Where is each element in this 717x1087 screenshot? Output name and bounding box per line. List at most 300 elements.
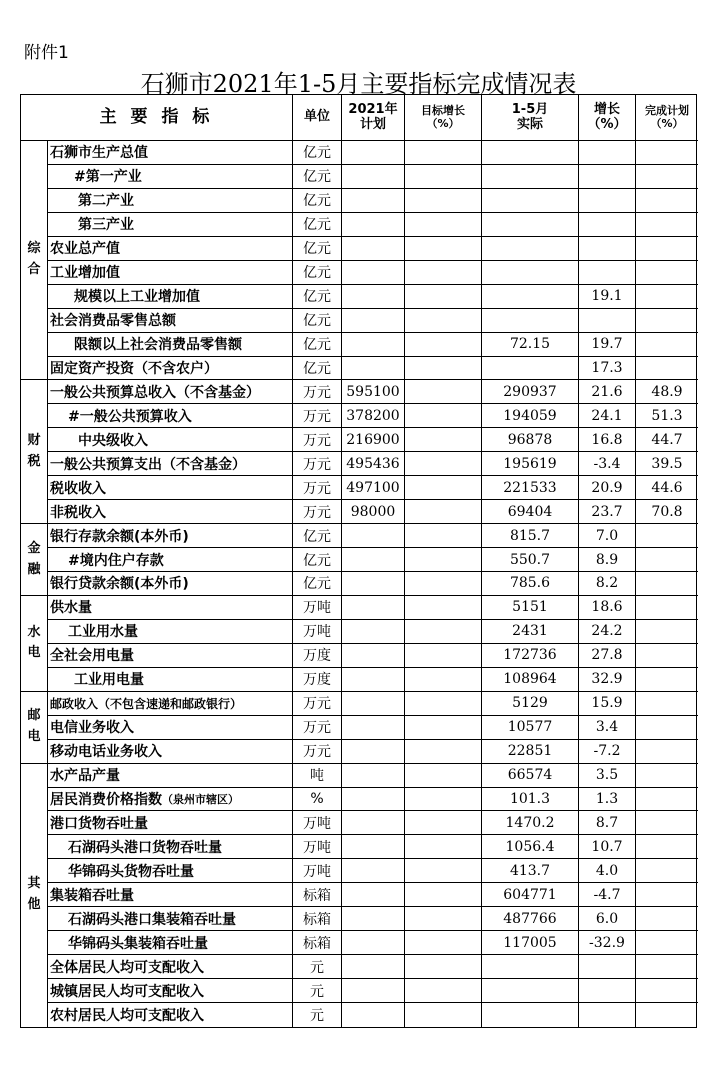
indicator-name: 税收收入 <box>50 480 106 497</box>
header-indicator-label: 主 要 指 标 <box>99 106 214 127</box>
target-growth-cell <box>405 333 482 357</box>
header-completion-line1: 完成计划 <box>645 103 689 117</box>
indicator-name-cell <box>48 261 293 285</box>
growth-cell-value: 17.3 <box>591 359 623 376</box>
target-growth-cell <box>405 692 482 716</box>
unit-cell-value: % <box>310 791 324 807</box>
completion-cell-value: 39.5 <box>651 455 683 472</box>
actual-cell <box>482 620 579 644</box>
plan-cell <box>342 883 405 907</box>
unit-cell <box>293 859 342 883</box>
completion-cell <box>636 285 698 309</box>
category-char: 财 <box>27 432 41 448</box>
plan-cell <box>342 788 405 812</box>
growth-cell <box>579 620 636 644</box>
growth-cell-value: 7.0 <box>595 527 619 544</box>
completion-cell <box>636 404 698 428</box>
indicator-name: 居民消费价格指数 <box>50 792 162 808</box>
completion-cell <box>636 524 698 548</box>
target-growth-cell <box>405 668 482 692</box>
unit-cell <box>293 141 342 165</box>
actual-cell <box>482 668 579 692</box>
unit-cell-value: 元 <box>310 983 324 1000</box>
growth-cell <box>579 931 636 955</box>
indicator-name: 邮政收入（不包含速递和邮政银行） <box>50 696 243 711</box>
completion-cell <box>636 692 698 716</box>
unit-cell <box>293 740 342 764</box>
unit-cell-value: 万元 <box>303 744 331 761</box>
unit-cell <box>293 500 342 524</box>
completion-cell <box>636 357 698 381</box>
target-growth-cell <box>405 835 482 859</box>
plan-cell-value: 595100 <box>346 383 400 400</box>
growth-cell <box>579 524 636 548</box>
actual-cell-value: 413.7 <box>509 862 551 879</box>
growth-cell <box>579 428 636 452</box>
header-growth-line1: 增长 <box>593 101 620 117</box>
actual-cell-value: 69404 <box>507 503 553 520</box>
category-water-power <box>21 596 48 692</box>
indicator-name: 供水量 <box>50 600 92 617</box>
growth-cell <box>579 692 636 716</box>
indicator-name: 全体居民人均可支配收入 <box>50 959 204 976</box>
plan-cell-value: 495436 <box>346 455 400 472</box>
actual-cell-value: 290937 <box>503 383 557 400</box>
target-growth-cell <box>405 261 482 285</box>
indicator-name-cell <box>48 788 293 812</box>
target-growth-cell <box>405 716 482 740</box>
unit-cell-value: 亿元 <box>303 169 331 186</box>
plan-cell <box>342 357 405 381</box>
growth-cell <box>579 811 636 835</box>
unit-cell <box>293 357 342 381</box>
unit-cell-value: 万元 <box>303 432 331 449</box>
indicator-name-cell <box>48 333 293 357</box>
unit-cell <box>293 572 342 596</box>
unit-cell <box>293 404 342 428</box>
actual-cell <box>482 788 579 812</box>
completion-cell-value: 51.3 <box>651 407 683 424</box>
unit-cell <box>293 261 342 285</box>
completion-cell <box>636 572 698 596</box>
header-plan <box>342 95 405 141</box>
target-growth-cell <box>405 883 482 907</box>
actual-cell-value: 550.7 <box>509 551 551 568</box>
indicator-name-cell <box>48 404 293 428</box>
unit-cell-value: 亿元 <box>303 241 331 258</box>
completion-cell <box>636 883 698 907</box>
header-unit-label: 单位 <box>303 109 330 125</box>
growth-cell <box>579 788 636 812</box>
attachment-label: 附件1 <box>24 43 69 63</box>
unit-cell <box>293 692 342 716</box>
unit-cell <box>293 333 342 357</box>
growth-cell <box>579 668 636 692</box>
completion-cell <box>636 165 698 189</box>
target-growth-cell <box>405 524 482 548</box>
actual-cell <box>482 189 579 213</box>
indicator-name: 石湖码头港口货物吞吐量 <box>68 839 222 856</box>
actual-cell <box>482 500 579 524</box>
unit-cell-value: 亿元 <box>303 313 331 330</box>
target-growth-cell <box>405 740 482 764</box>
actual-cell-value: 72.15 <box>509 336 551 353</box>
unit-cell <box>293 1003 342 1027</box>
unit-cell <box>293 788 342 812</box>
target-growth-cell <box>405 500 482 524</box>
completion-cell-value: 44.7 <box>651 431 683 448</box>
target-growth-cell <box>405 931 482 955</box>
unit-cell-value: 亿元 <box>303 528 331 545</box>
unit-cell <box>293 309 342 333</box>
unit-cell-value: 万吨 <box>303 839 331 856</box>
category-finance-tax <box>21 380 48 524</box>
growth-cell-value: 23.7 <box>591 503 623 520</box>
actual-cell-value: 1056.4 <box>505 838 555 855</box>
indicator-name: 银行贷款余额(本外币) <box>50 576 189 593</box>
actual-cell-value: 221533 <box>503 479 557 496</box>
growth-cell <box>579 835 636 859</box>
completion-cell <box>636 596 698 620</box>
table-grid <box>21 95 696 1027</box>
growth-cell-value: -3.4 <box>593 455 621 472</box>
category-other <box>21 764 48 1027</box>
indicator-name: 工业用电量 <box>74 672 144 689</box>
unit-cell <box>293 428 342 452</box>
unit-cell-value: 标箱 <box>303 887 331 904</box>
unit-cell <box>293 165 342 189</box>
indicator-name-cell <box>48 285 293 309</box>
growth-cell-value: 20.9 <box>591 479 623 496</box>
growth-cell-value: 8.2 <box>595 575 619 592</box>
plan-cell <box>342 692 405 716</box>
growth-cell-value: -4.7 <box>593 886 621 903</box>
indicator-name-cell <box>48 811 293 835</box>
unit-cell-value: 元 <box>310 959 324 976</box>
growth-cell <box>579 764 636 788</box>
actual-cell <box>482 859 579 883</box>
indicator-name: 全社会用电量 <box>50 648 134 665</box>
plan-cell <box>342 859 405 883</box>
header-actual <box>482 95 579 141</box>
growth-cell <box>579 476 636 500</box>
indicator-name: 银行存款余额(本外币) <box>50 528 189 545</box>
unit-cell <box>293 764 342 788</box>
actual-cell-value: 101.3 <box>509 791 551 807</box>
header-completion <box>636 95 698 141</box>
indicator-name: 第二产业 <box>78 193 134 210</box>
growth-cell <box>579 309 636 333</box>
plan-cell <box>342 213 405 237</box>
completion-cell <box>636 835 698 859</box>
completion-cell <box>636 213 698 237</box>
actual-cell <box>482 572 579 596</box>
completion-cell <box>636 452 698 476</box>
unit-cell <box>293 596 342 620</box>
indicator-name-cell <box>48 428 293 452</box>
indicator-name-cell <box>48 764 293 788</box>
indicator-name-cell <box>48 524 293 548</box>
unit-cell <box>293 907 342 931</box>
header-target-line1: 目标增长 <box>421 103 465 117</box>
header-completion-line2: （%） <box>650 116 684 130</box>
actual-cell <box>482 955 579 979</box>
unit-cell <box>293 285 342 309</box>
indicator-name-cell <box>48 237 293 261</box>
unit-cell <box>293 380 342 404</box>
category-char: 税 <box>27 453 41 469</box>
growth-cell-value: 24.1 <box>591 407 623 424</box>
growth-cell-value: 16.8 <box>591 431 623 448</box>
unit-cell-value: 万吨 <box>303 624 331 641</box>
indicator-name-cell <box>48 1003 293 1027</box>
unit-cell-value: 亿元 <box>303 337 331 354</box>
growth-cell <box>579 500 636 524</box>
category-char: 综 <box>27 241 41 257</box>
completion-cell <box>636 189 698 213</box>
unit-cell-value: 元 <box>310 1008 324 1025</box>
actual-cell-value: 5151 <box>512 599 548 616</box>
actual-cell <box>482 979 579 1003</box>
plan-cell <box>342 452 405 476</box>
indicator-name-cell <box>48 596 293 620</box>
target-growth-cell <box>405 620 482 644</box>
indicator-name-cell <box>48 979 293 1003</box>
target-growth-cell <box>405 380 482 404</box>
plan-cell <box>342 141 405 165</box>
plan-cell <box>342 979 405 1003</box>
plan-cell <box>342 931 405 955</box>
actual-cell <box>482 452 579 476</box>
indicator-name-cell <box>48 740 293 764</box>
category-char: 合 <box>27 262 41 278</box>
plan-cell <box>342 572 405 596</box>
growth-cell-value: 10.7 <box>591 838 623 855</box>
indicator-name-cell <box>48 380 293 404</box>
growth-cell <box>579 213 636 237</box>
plan-cell <box>342 596 405 620</box>
actual-cell <box>482 380 579 404</box>
actual-cell-value: 10577 <box>507 719 553 736</box>
indicator-name: 一般公共预算支出（不含基金） <box>50 456 246 473</box>
completion-cell-value: 44.6 <box>651 479 683 496</box>
actual-cell-value: 195619 <box>503 455 557 472</box>
target-growth-cell <box>405 955 482 979</box>
plan-cell-value: 98000 <box>350 503 396 520</box>
indicator-name-cell <box>48 309 293 333</box>
indicator-name: 电信业务收入 <box>50 720 134 737</box>
growth-cell-value: 1.3 <box>595 791 619 807</box>
indicator-name-cell <box>48 859 293 883</box>
actual-cell <box>482 404 579 428</box>
growth-cell-value: -7.2 <box>593 743 621 760</box>
growth-cell <box>579 596 636 620</box>
target-growth-cell <box>405 237 482 261</box>
header-growth <box>579 95 636 141</box>
actual-cell <box>482 596 579 620</box>
unit-cell-value: 万吨 <box>303 600 331 617</box>
unit-cell-value: 亿元 <box>303 576 331 593</box>
unit-cell-value: 万元 <box>303 720 331 737</box>
plan-cell-value: 216900 <box>346 431 400 448</box>
target-growth-cell <box>405 764 482 788</box>
actual-cell <box>482 285 579 309</box>
indicator-name: 农村居民人均可支配收入 <box>50 1008 204 1025</box>
target-growth-cell <box>405 788 482 812</box>
unit-cell-value: 亿元 <box>303 289 331 306</box>
growth-cell <box>579 955 636 979</box>
unit-cell <box>293 620 342 644</box>
plan-cell <box>342 955 405 979</box>
unit-cell <box>293 213 342 237</box>
plan-cell <box>342 644 405 668</box>
actual-cell-value: 1470.2 <box>505 814 555 831</box>
unit-cell-value: 标箱 <box>303 911 331 928</box>
plan-cell <box>342 261 405 285</box>
indicator-name: 工业增加值 <box>50 265 120 282</box>
target-growth-cell <box>405 452 482 476</box>
indicator-name-cell <box>48 907 293 931</box>
indicator-name: #第一产业 <box>74 169 142 186</box>
unit-cell <box>293 644 342 668</box>
unit-cell-value: 标箱 <box>303 935 331 952</box>
target-growth-cell <box>405 572 482 596</box>
actual-cell-value: 117005 <box>503 934 557 951</box>
completion-cell-value: 48.9 <box>651 383 683 400</box>
unit-cell <box>293 955 342 979</box>
plan-cell <box>342 668 405 692</box>
indicator-name: 集装箱吞吐量 <box>50 887 134 904</box>
indicator-name-cell <box>48 572 293 596</box>
growth-cell <box>579 859 636 883</box>
growth-cell-value: 19.7 <box>591 336 623 353</box>
plan-cell <box>342 500 405 524</box>
indicator-name-cell <box>48 476 293 500</box>
completion-cell <box>636 141 698 165</box>
target-growth-cell <box>405 141 482 165</box>
completion-cell <box>636 309 698 333</box>
target-growth-cell <box>405 859 482 883</box>
growth-cell-value: 15.9 <box>591 695 623 712</box>
growth-cell <box>579 979 636 1003</box>
completion-cell <box>636 907 698 931</box>
growth-cell <box>579 141 636 165</box>
indicator-name: 中央级收入 <box>78 432 148 449</box>
plan-cell-value: 497100 <box>346 479 400 496</box>
plan-cell <box>342 740 405 764</box>
completion-cell <box>636 1003 698 1027</box>
unit-cell <box>293 979 342 1003</box>
completion-cell <box>636 500 698 524</box>
indicator-name-cell <box>48 548 293 572</box>
actual-cell-value: 96878 <box>507 431 553 448</box>
growth-cell-value: 18.6 <box>591 599 623 616</box>
unit-cell-value: 吨 <box>310 768 324 785</box>
unit-cell-value: 万元 <box>303 384 331 401</box>
growth-cell-value: 3.5 <box>595 767 619 784</box>
category-char: 邮 <box>27 708 41 724</box>
actual-cell-value: 487766 <box>503 910 557 927</box>
actual-cell-value: 5129 <box>512 695 548 712</box>
target-growth-cell <box>405 213 482 237</box>
growth-cell <box>579 572 636 596</box>
completion-cell <box>636 979 698 1003</box>
indicator-name: 固定资产投资（不含农户） <box>50 360 218 377</box>
category-char: 水 <box>27 624 41 640</box>
actual-cell <box>482 811 579 835</box>
indicator-name-cell <box>48 620 293 644</box>
indicator-name-cell <box>48 452 293 476</box>
plan-cell <box>342 1003 405 1027</box>
target-growth-cell <box>405 644 482 668</box>
actual-cell <box>482 261 579 285</box>
actual-cell <box>482 524 579 548</box>
indicator-name: 石狮市生产总值 <box>50 145 148 162</box>
growth-cell-value: 19.1 <box>591 288 623 305</box>
unit-cell-value: 万元 <box>303 696 331 713</box>
completion-cell <box>636 333 698 357</box>
completion-cell <box>636 620 698 644</box>
actual-cell <box>482 237 579 261</box>
growth-cell-value: 3.4 <box>595 719 619 736</box>
unit-cell-value: 万元 <box>303 408 331 425</box>
header-target-line2: （%） <box>426 116 460 130</box>
growth-cell-value: 32.9 <box>591 671 623 688</box>
header-plan-line2: 计划 <box>359 116 386 132</box>
actual-cell <box>482 716 579 740</box>
category-post-telecom <box>21 692 48 764</box>
completion-cell <box>636 859 698 883</box>
category-char: 电 <box>27 729 41 745</box>
indicator-name-cell <box>48 668 293 692</box>
growth-cell <box>579 452 636 476</box>
plan-cell <box>342 524 405 548</box>
indicator-name-cell <box>48 357 293 381</box>
plan-cell <box>342 476 405 500</box>
header-plan-line1: 2021年 <box>348 101 398 117</box>
target-growth-cell <box>405 476 482 500</box>
indicator-name: #一般公共预算收入 <box>68 408 192 425</box>
unit-cell <box>293 452 342 476</box>
unit-cell <box>293 931 342 955</box>
unit-cell-value: 亿元 <box>303 193 331 210</box>
actual-cell-value: 194059 <box>503 407 557 424</box>
unit-cell-value: 亿元 <box>303 217 331 234</box>
completion-cell <box>636 788 698 812</box>
indicator-name: 非税收入 <box>50 504 106 521</box>
indicator-name-cell <box>48 644 293 668</box>
unit-cell <box>293 548 342 572</box>
indicator-name: 港口货物吞吐量 <box>50 815 148 832</box>
indicator-name-cell <box>48 165 293 189</box>
unit-cell <box>293 811 342 835</box>
indicator-name: 社会消费品零售总额 <box>50 313 176 330</box>
unit-cell <box>293 237 342 261</box>
indicator-name: 华锦码头货物吞吐量 <box>68 863 194 880</box>
completion-cell <box>636 476 698 500</box>
header-actual-line2: 实际 <box>516 116 543 132</box>
completion-cell <box>636 237 698 261</box>
actual-cell <box>482 428 579 452</box>
growth-cell-value: 24.2 <box>591 623 623 640</box>
actual-cell <box>482 764 579 788</box>
actual-cell-value: 604771 <box>503 886 557 903</box>
actual-cell-value: 108964 <box>503 671 557 688</box>
actual-cell <box>482 931 579 955</box>
header-unit <box>293 95 342 141</box>
target-growth-cell <box>405 907 482 931</box>
unit-cell <box>293 524 342 548</box>
